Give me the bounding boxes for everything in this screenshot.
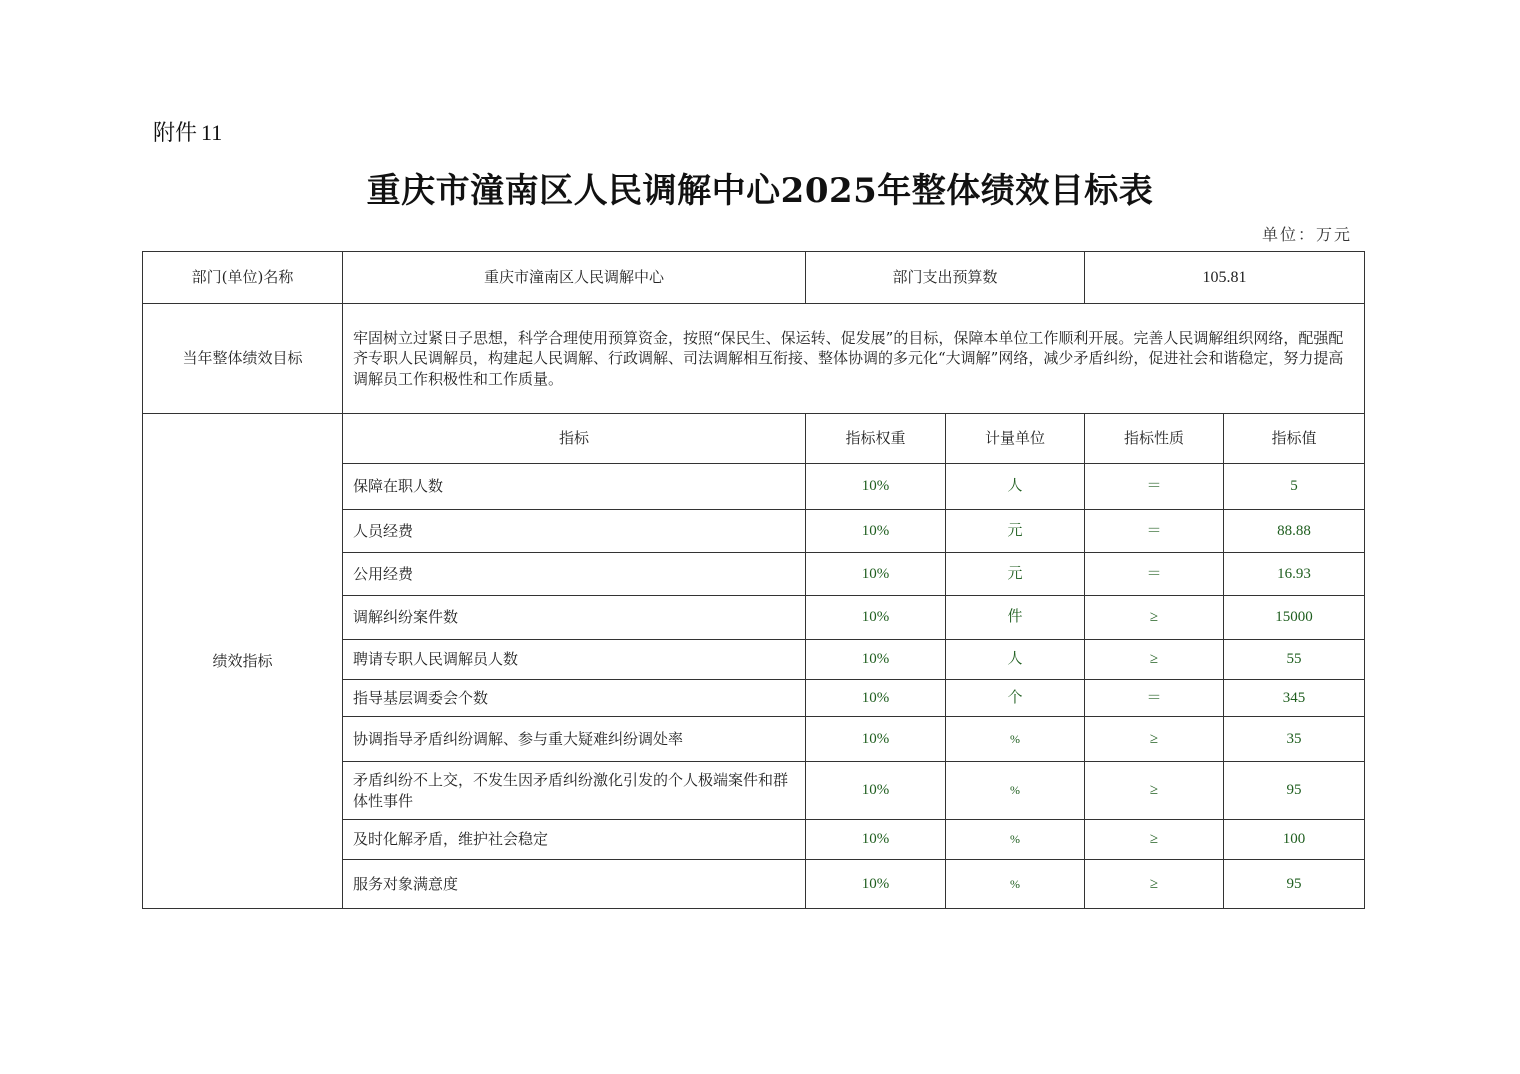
indicator-nature: ≥ <box>1085 820 1224 860</box>
indicator-weight: 10% <box>806 820 946 860</box>
performance-table <box>142 251 1365 909</box>
indicator-value: 95 <box>1224 860 1365 909</box>
goal-row <box>143 304 1365 414</box>
column-header: 指标 <box>343 414 806 464</box>
goal-label: 当年整体绩效目标 <box>143 304 343 414</box>
indicator-weight: 10% <box>806 553 946 596</box>
indicator-name: 指导基层调委会个数 <box>343 680 806 717</box>
indicator-unit: % <box>946 820 1085 860</box>
header-row <box>143 252 1365 304</box>
dept-label: 部门(单位)名称 <box>143 252 343 304</box>
indicator-name: 服务对象满意度 <box>343 860 806 909</box>
indicator-name: 人员经费 <box>343 510 806 553</box>
attachment-word: 附件 <box>153 121 198 146</box>
attachment-number: 11 <box>201 120 223 145</box>
indicator-name: 聘请专职人民调解员人数 <box>343 640 806 680</box>
indicator-value: 55 <box>1224 640 1365 680</box>
indicator-unit: 人 <box>946 640 1085 680</box>
indicator-unit: 人 <box>946 464 1085 510</box>
indicator-nature: ≥ <box>1085 717 1224 762</box>
column-header: 计量单位 <box>946 414 1085 464</box>
dept-value: 重庆市潼南区人民调解中心 <box>343 252 806 304</box>
indicator-weight: 10% <box>806 596 946 640</box>
indicator-unit: 元 <box>946 510 1085 553</box>
indicators-section-label: 绩效指标 <box>143 414 343 909</box>
indicator-unit: 个 <box>946 680 1085 717</box>
indicator-nature: ≥ <box>1085 596 1224 640</box>
indicator-weight: 10% <box>806 510 946 553</box>
indicator-unit: % <box>946 762 1085 820</box>
indicator-unit: 元 <box>946 553 1085 596</box>
indicator-value: 88.88 <box>1224 510 1365 553</box>
indicator-value: 16.93 <box>1224 553 1365 596</box>
budget-value: 105.81 <box>1085 252 1365 304</box>
column-header: 指标性质 <box>1085 414 1224 464</box>
attachment-label <box>153 116 222 147</box>
goal-text: 牢固树立过紧日子思想，科学合理使用预算资金，按照“保民生、保运转、促发展”的目标，保障本单位工作顺利开展。完善人民调解组织网络，配强配齐专职人民调解员，构建起人民调解、行政调解、司法调解相互衔接、整体协调的多元化“大调解”网络，减少矛盾纠纷，促进社会和谐稳定，努力提高调解员工作积极性和工作质量。 <box>343 304 1365 414</box>
indicator-weight: 10% <box>806 680 946 717</box>
indicator-nature: ＝ <box>1085 553 1224 596</box>
indicator-unit: 件 <box>946 596 1085 640</box>
indicator-value: 345 <box>1224 680 1365 717</box>
column-header: 指标值 <box>1224 414 1365 464</box>
indicator-nature: ＝ <box>1085 464 1224 510</box>
indicator-value: 95 <box>1224 762 1365 820</box>
budget-label: 部门支出预算数 <box>806 252 1085 304</box>
indicator-value: 100 <box>1224 820 1365 860</box>
indicator-name: 矛盾纠纷不上交，不发生因矛盾纠纷激化引发的个人极端案件和群体性事件 <box>343 762 806 820</box>
indicator-nature: ≥ <box>1085 762 1224 820</box>
indicator-weight: 10% <box>806 464 946 510</box>
indicator-value: 15000 <box>1224 596 1365 640</box>
unit-note: 单位：万元 <box>1261 225 1352 244</box>
indicator-name: 调解纠纷案件数 <box>343 596 806 640</box>
indicator-nature: ＝ <box>1085 680 1224 717</box>
indicator-weight: 10% <box>806 762 946 820</box>
indicator-weight: 10% <box>806 860 946 909</box>
indicator-name: 保障在职人数 <box>343 464 806 510</box>
indicator-value: 5 <box>1224 464 1365 510</box>
indicator-header-row <box>143 414 1365 464</box>
indicator-name: 协调指导矛盾纠纷调解、参与重大疑难纠纷调处率 <box>343 717 806 762</box>
indicator-nature: ≥ <box>1085 860 1224 909</box>
indicator-unit: % <box>946 717 1085 762</box>
indicator-name: 及时化解矛盾，维护社会稳定 <box>343 820 806 860</box>
page-title: 重庆市潼南区人民调解中心2025年整体绩效目标表 <box>366 171 1154 211</box>
indicator-nature: ＝ <box>1085 510 1224 553</box>
indicator-weight: 10% <box>806 640 946 680</box>
indicator-value: 35 <box>1224 717 1365 762</box>
indicator-nature: ≥ <box>1085 640 1224 680</box>
column-header: 指标权重 <box>806 414 946 464</box>
indicator-unit: % <box>946 860 1085 909</box>
indicator-weight: 10% <box>806 717 946 762</box>
indicator-name: 公用经费 <box>343 553 806 596</box>
